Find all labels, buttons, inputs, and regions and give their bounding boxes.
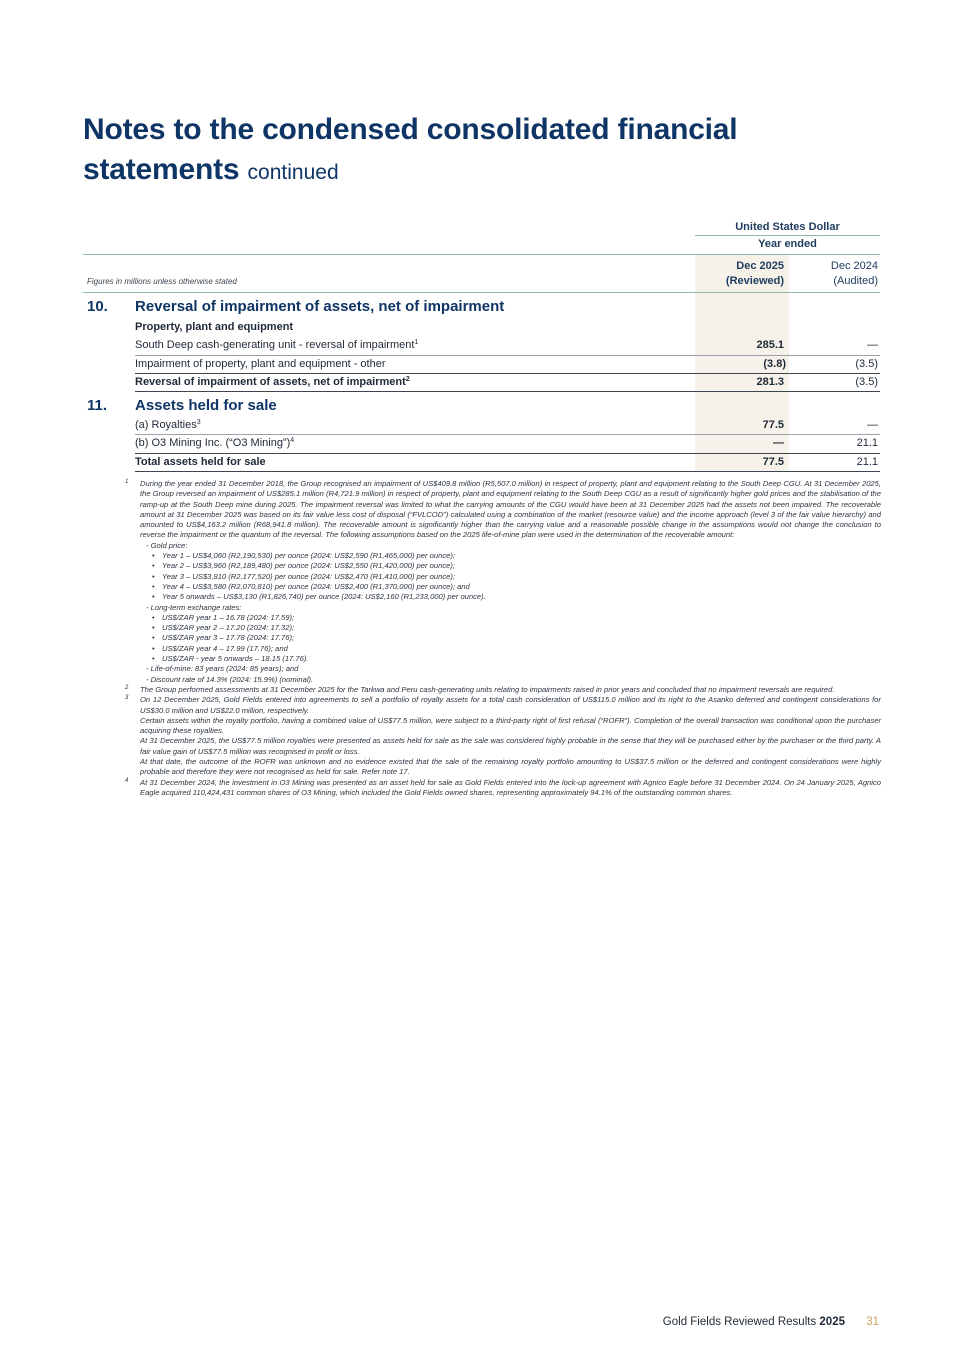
exchange-rates-heading: - Long-term exchange rates: (146, 602, 242, 612)
column-header-dec2025: Dec 2025 (Reviewed) (725, 260, 784, 287)
value-dec2025: (3.8) (763, 358, 786, 370)
column-header-dec2024: Dec 2024 (Audited) (830, 260, 878, 287)
list-item: • US$/ZAR year 2 – 17.20 (2024: 17.32); (140, 623, 881, 633)
footnote-2 (123, 685, 881, 695)
value-dec2025: 77.5 (762, 419, 784, 431)
period-header: Year ended (758, 238, 817, 250)
table-row (135, 435, 880, 452)
footnote-marker: 4 (125, 777, 129, 784)
row-label: South Deep cash-generating unit - reversal of impairment (135, 339, 415, 351)
value-dec2024: 21.1 (856, 437, 878, 449)
footnote-marker: 3 (125, 695, 129, 702)
total-dec2025: 77.5 (762, 456, 784, 468)
footnote-text: At 31 December 2025, the US$77.5 million royalties were presented as assets held for sale as the sale was considered highly probable in the sense that they will be purchased either by the purchaser or the third party. A fair value gain of US$77.5 million was recognised in profit or loss. (140, 736, 881, 756)
section-11-number: 11. (87, 397, 108, 414)
page-title-line1: Notes to the condensed consolidated financial (83, 113, 738, 146)
table-row (135, 356, 880, 373)
row-label: (b) O3 Mining Inc. (“O3 Mining”) (135, 437, 291, 449)
section-11-title: Assets held for sale (135, 397, 277, 414)
page-title (83, 110, 903, 193)
list-item: • US$/ZAR year 1 – 16.78 (2024: 17.59); (140, 613, 881, 623)
total-dec2024: (3.5) (855, 376, 878, 388)
total-label: Total assets held for sale (135, 456, 266, 468)
footnote-text: During the year ended 31 December 2018, the Group recognised an impairment of US$409.8 million (R5,507.0 million) in respect of property, plant and equipment relating to the South Deep CGU. At 31 December 2025, the Group reversed an impairment of US$285.1 million (R4,721.9 million) in respect of property, plant and equipment relating to the South Deep CGU as a result of significantly higher gold prices and the stabilisation of the ramp-up at the South Deep mine during 2025. The impairment reversal was limited to what the carrying amounts of the CGU would have been at 31 December 2025 had the assets not been impaired. The recoverable amount at 31 December 2025 was based on its fair value less cost of disposal (“FVLCOD”) calculated using a combination of the market (resource value) and the income approach (level 3 of the fair value hierarchy) and amounted to US$4,163.2 million (R68,941.8 million). The recoverable amount is significantly higher than the carrying value and a reasonable possible change in the assumptions would not change the conclusion to reverse the impairment or the quantum of the reversal. The following assumptions based on the 2025 life-of-mine plan were used in the determination of the recoverable amount: (140, 479, 881, 540)
footnote-text: The Group performed assessments at 31 December 2025 for the Tarkwa and Peru cash-generating units relating to impairments raised in prior years and concluded that no impairment reversals are required. (140, 684, 835, 694)
footnote-text: On 12 December 2025, Gold Fields entered into agreements to sell a portfolio of royalty assets for a total cash consideration of US$115.0 million and its right to the Asanko deferred and contingent considerations for US$30.0 million and US$22.0 million, respectively. (140, 695, 881, 715)
footnote-3 (123, 695, 881, 777)
footnote-ref: 4 (290, 437, 295, 444)
list-item: • Year 1 – US$4,060 (R2,190,530) per ounce (2024: US$2,590 (R1,465,000) per ounce); (140, 551, 881, 561)
currency-header: United States Dollar (735, 221, 840, 233)
row-divider (135, 471, 880, 472)
footer-text: Gold Fields Reviewed Results (662, 1316, 817, 1328)
list-item: • US$/ZAR year 3 – 17.78 (2024: 17.76); (140, 633, 881, 643)
header-divider (83, 254, 880, 255)
list-item: • Year 5 onwards – US$3,130 (R1,826,740) per ounce (2024: US$2,160 (R1,233,000) per ounce). (140, 592, 881, 602)
footnote-marker: 2 (125, 684, 129, 691)
footnote-marker: 1 (125, 479, 129, 485)
footnote-text: At 31 December 2024, the investment in O3 Mining was presented as an asset held for sale as Gold Fields entered into the lock-up agreement with Agnico Eagle before 31 December 2024. On 24 January 2025, Agnico Eagle acquired 110,424,431 common shares of O3 Mining, which included the Gold Fields owned shares, representing approximately 94.1% of the outstanding common shares. (140, 777, 881, 797)
life-of-mine: - Life-of-mine: 83 years (2024: 85 years); and (146, 664, 299, 674)
row-divider (135, 391, 880, 392)
header-divider (83, 292, 880, 293)
page-footer (663, 1316, 879, 1328)
footnote-4 (123, 778, 881, 799)
total-row (135, 374, 880, 391)
footnote-ref: 2 (405, 376, 410, 383)
header-divider (695, 235, 880, 236)
footnote-text: At that date, the outcome of the ROFR was unknown and no evidence existed that the sale of the remaining royalty portfolio amounting to US$37.5 million or the deferred and contingent considerations were highly probable and therefore they were not recognised as held for sale. Refer note 17. (140, 757, 881, 777)
footnote-text: Certain assets within the royalty portfolio, having a combined value of US$77.5 million, were subject to a third-party right of first refusal (“ROFR”). Completion of the overall transaction was conditional upon the purchaser acquiring these royalties. (140, 715, 881, 736)
section-10-subheading: Property, plant and equipment (135, 321, 294, 333)
discount-rate: - Discount rate of 14.3% (2024: 15.9%) (nominal). (146, 674, 314, 684)
value-dec2024: — (867, 339, 878, 351)
footnote-ref: 3 (196, 419, 201, 426)
total-row (135, 454, 880, 471)
footnote-1 (123, 479, 881, 685)
section-10-title: Reversal of impairment of assets, net of impairment (135, 298, 505, 315)
list-item: • US$/ZAR - year 5 onwards – 18.15 (17.76). (140, 654, 881, 664)
figures-note: Figures in millions unless otherwise stated (87, 277, 237, 286)
total-dec2024: 21.1 (856, 456, 878, 468)
continued-label: continued (247, 161, 339, 184)
list-item: • Year 2 – US$3,960 (R2,189,480) per ounce (2024: US$2,550 (R1,420,000) per ounce); (140, 561, 881, 571)
row-label: Impairment of property, plant and equipment - other (135, 358, 386, 370)
list-item: • Year 3 – US$3,810 (R2,177,520) per ounce (2024: US$2,470 (R1,410,000) per ounce); (140, 572, 881, 582)
value-dec2025: — (773, 437, 784, 449)
footnote-ref: 1 (414, 339, 419, 346)
gold-price-heading: - Gold price: (146, 540, 188, 550)
row-label: (a) Royalties (135, 419, 197, 431)
section-10-number: 10. (87, 298, 108, 315)
value-dec2024: (3.5) (855, 358, 878, 370)
page-number: 31 (866, 1316, 879, 1328)
list-item: • Year 4 – US$3,580 (R2,070,810) per ounce (2024: US$2,400 (R1,370,000) per ounce); and (140, 582, 881, 592)
footnotes (123, 479, 881, 798)
page-title-line2: statements (83, 153, 240, 186)
total-label: Reversal of impairment of assets, net of impairment (135, 376, 406, 388)
table-row (135, 417, 880, 434)
value-dec2024: — (867, 419, 878, 431)
table-row (135, 337, 880, 354)
footer-year: 2025 (819, 1316, 845, 1328)
total-dec2025: 281.3 (756, 376, 784, 388)
list-item: • US$/ZAR year 4 – 17.99 (17.76); and (140, 644, 881, 654)
value-dec2025: 285.1 (756, 339, 784, 351)
